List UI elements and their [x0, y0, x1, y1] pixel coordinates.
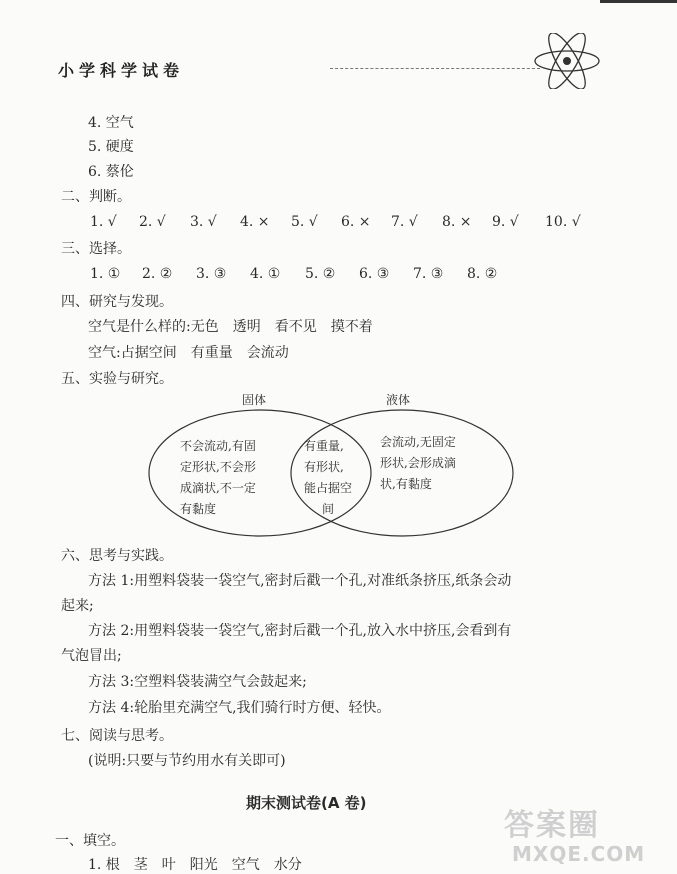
- venn-middle-line: 有重量,: [304, 439, 344, 453]
- judge-item: 4. ×: [240, 214, 270, 230]
- judge-item: 6. ×: [341, 214, 371, 230]
- choice-item: 6. ③: [359, 266, 390, 282]
- venn-middle-line: 间: [322, 502, 335, 516]
- header-dashed-line: [330, 68, 540, 69]
- answer-line-4: 4. 空气: [88, 115, 134, 131]
- judge-item: 8. ×: [442, 214, 472, 230]
- judge-item: 5. √: [291, 214, 318, 230]
- answer-line-5: 5. 硬度: [88, 139, 134, 155]
- venn-middle-line: 能占据空: [304, 481, 353, 495]
- venn-left-label: 固体: [242, 393, 267, 407]
- air-description-line: 空气是什么样的:无色 透明 看不见 摸不着: [88, 319, 373, 335]
- section-4-heading: 四、研究与发现。: [61, 294, 173, 310]
- watermark-logo: [498, 800, 668, 866]
- method-2-line-b: 气泡冒出;: [61, 648, 122, 664]
- choice-item: 4. ①: [250, 266, 281, 282]
- section-2-heading: 二、判断。: [61, 189, 131, 205]
- top-edge-bar: [600, 0, 677, 3]
- venn-right-line: 状,有黏度: [380, 477, 432, 491]
- method-2-line-a: 方法 2:用塑料袋装一袋空气,密封后戳一个孔,放入水中挤压,会看到有: [88, 623, 512, 639]
- venn-diagram: [140, 388, 520, 538]
- judge-item: 7. √: [391, 214, 418, 230]
- air-properties-line: 空气:占据空间 有重量 会流动: [88, 345, 289, 361]
- section-5-heading: 五、实验与研究。: [61, 371, 173, 387]
- judge-item: 2. √: [139, 214, 166, 230]
- section-6-heading: 六、思考与实践。: [61, 548, 173, 564]
- watermark-site-text: MXQE.COM: [512, 842, 646, 866]
- venn-right-line: 形状,会形成滴: [380, 456, 456, 470]
- venn-left-text: [180, 436, 256, 520]
- method-1-line-b: 起来;: [61, 598, 94, 614]
- venn-left-line: 不会流动,有固: [180, 439, 256, 453]
- choice-item: 8. ②: [467, 266, 498, 282]
- choice-item: 7. ③: [413, 266, 444, 282]
- venn-left-line: 有黏度: [180, 502, 217, 516]
- section-7-heading: 七、阅读与思考。: [61, 728, 173, 744]
- venn-right-label: 液体: [386, 393, 411, 407]
- choice-item: 5. ②: [305, 266, 336, 282]
- venn-middle-line: 有形状,: [304, 460, 344, 474]
- atom-icon: [530, 33, 604, 89]
- method-1-line-a: 方法 1:用塑料袋装一袋空气,密封后戳一个孔,对准纸条挤压,纸条会动: [88, 573, 512, 589]
- answer-line-6: 6. 蔡伦: [88, 164, 134, 180]
- exam-title: 期末测试卷(A 卷): [246, 794, 367, 812]
- judge-item: 1. √: [90, 214, 117, 230]
- choice-item: 2. ②: [142, 266, 173, 282]
- judge-item: 3. √: [190, 214, 217, 230]
- method-3-line: 方法 3:空塑料袋装满空气会鼓起来;: [88, 674, 307, 690]
- reading-note: (说明:只要与节约用水有关即可): [88, 753, 286, 769]
- choice-item: 3. ③: [196, 266, 227, 282]
- section-1-heading: 一、填空。: [55, 833, 125, 849]
- watermark-big-text: 答案圈: [504, 808, 600, 843]
- venn-right-line: 会流动,无固定: [380, 435, 456, 449]
- page-header-title: 小学科学试卷: [58, 61, 185, 80]
- fill-blank-line-1: 1. 根 茎 叶 阳光 空气 水分: [88, 857, 302, 873]
- venn-middle-text: [304, 436, 352, 520]
- venn-left-line: 定形状,不会形: [180, 460, 256, 474]
- venn-right-text: [380, 432, 456, 495]
- judge-item: 10. √: [545, 214, 581, 230]
- choice-item: 1. ①: [90, 266, 121, 282]
- judge-item: 9. √: [492, 214, 519, 230]
- method-4-line: 方法 4:轮胎里充满空气,我们骑行时方便、轻快。: [88, 700, 391, 716]
- section-3-heading: 三、选择。: [61, 241, 131, 257]
- venn-left-line: 成滴状,不一定: [180, 481, 256, 495]
